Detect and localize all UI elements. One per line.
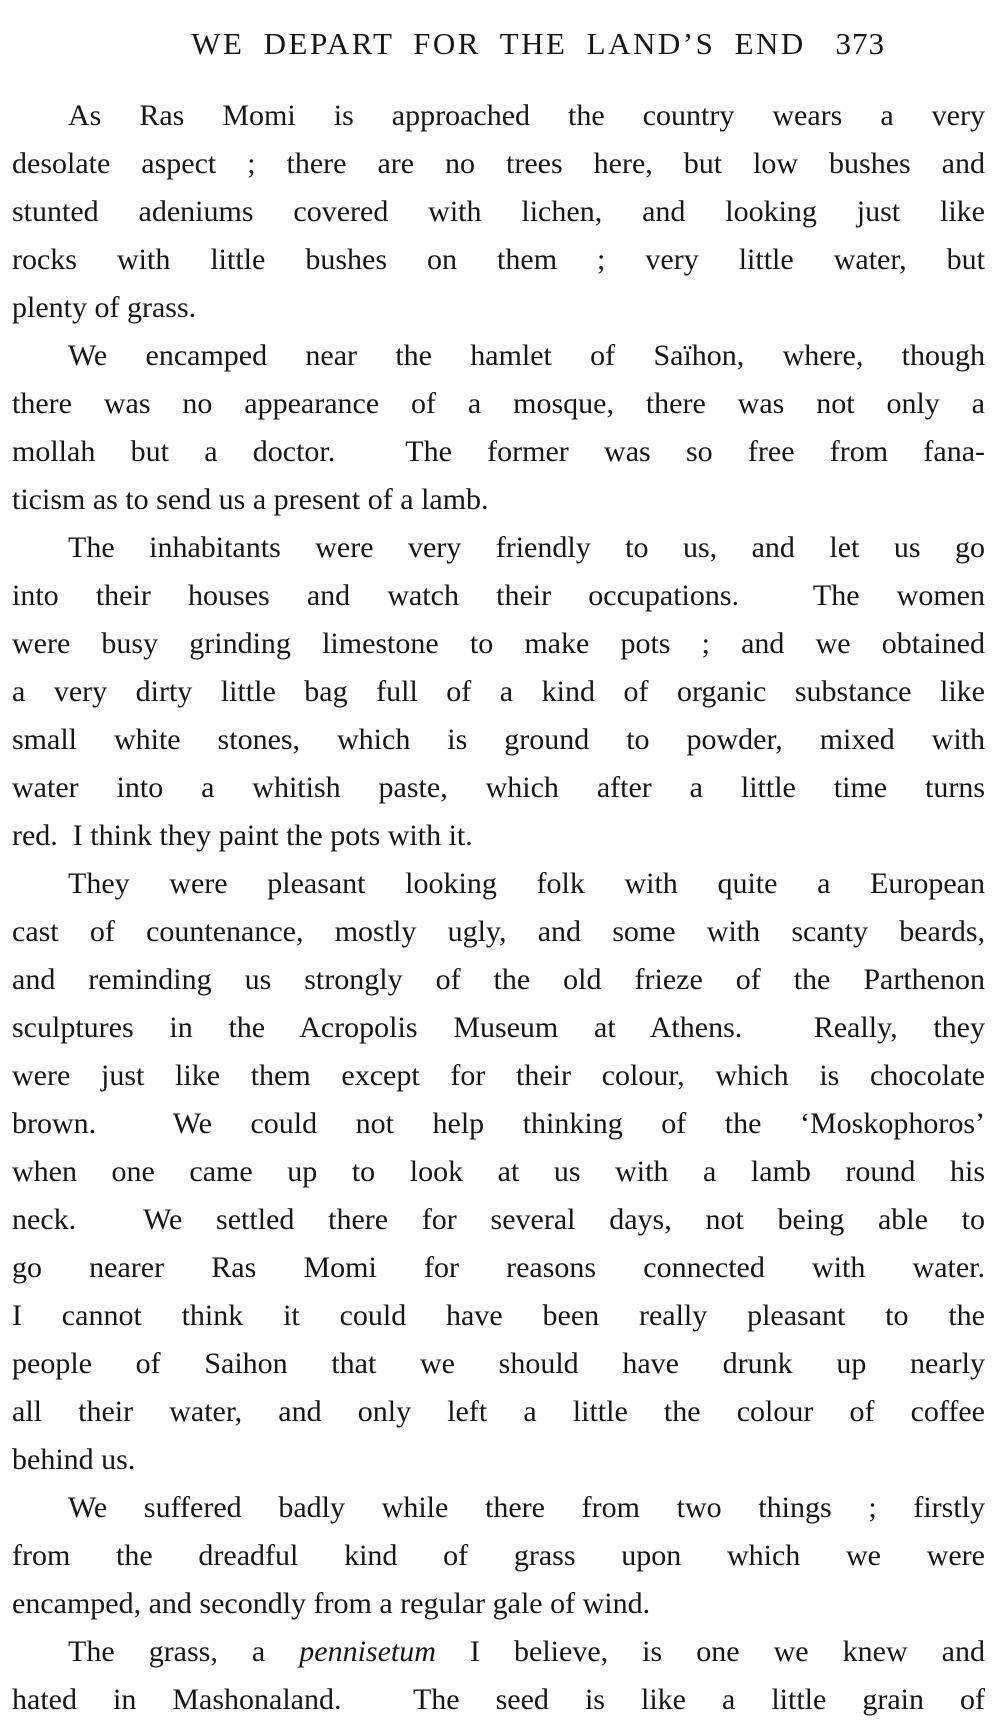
page-header <box>12 24 985 64</box>
text-line: stunted adeniums covered with lichen, and looking just like <box>12 195 985 228</box>
paragraph <box>12 1628 985 1724</box>
text-line: behind us. <box>12 1443 136 1476</box>
text-line <box>12 1628 985 1676</box>
text-line: brown. We could not help thinking of the ‘Moskophoros’ <box>12 1107 985 1140</box>
text-line: mollah but a doctor. The former was so free from fana- <box>12 435 985 468</box>
paragraph <box>12 332 985 524</box>
page-body <box>12 92 985 1724</box>
text-line: go nearer Ras Momi for reasons connected with water. <box>12 1251 985 1284</box>
paragraph <box>12 524 985 860</box>
text-line: The inhabitants were very friendly to us, and let us go <box>68 531 985 564</box>
text-line: when one came up to look at us with a lamb round his <box>12 1155 985 1188</box>
text-line: neck. We settled there for several days, not being able to <box>12 1203 985 1236</box>
text-line: They were pleasant looking folk with quite a European <box>68 867 985 900</box>
text-line: encamped, and secondly from a regular gale of wind. <box>12 1587 651 1620</box>
text-line: from the dreadful kind of grass upon which we were <box>12 1539 985 1572</box>
text-line: people of Saihon that we should have drunk up nearly <box>12 1347 985 1380</box>
text-line: small white stones, which is ground to powder, mixed with <box>12 723 985 756</box>
paragraph <box>12 1484 985 1628</box>
text-line: cast of countenance, mostly ugly, and some with scanty beards, <box>12 915 985 948</box>
text-line: there was no appearance of a mosque, there was not only a <box>12 387 985 420</box>
text-line: a very dirty little bag full of a kind of organic substance like <box>12 675 985 708</box>
text-line: and reminding us strongly of the old frieze of the Parthenon <box>12 963 985 996</box>
text-line: rocks with little bushes on them ; very little water, but <box>12 243 985 276</box>
text-line: water into a whitish paste, which after a little time turns <box>12 771 985 804</box>
species-name-italic: pennisetum <box>299 1635 436 1668</box>
text-line: all their water, and only left a little the colour of coffee <box>12 1395 985 1428</box>
running-title: WE DEPART FOR THE LAND’S END <box>191 26 806 61</box>
text-line: were just like them except for their colour, which is chocolate <box>12 1059 985 1092</box>
paragraph <box>12 860 985 1484</box>
text-line: As Ras Momi is approached the country wears a very <box>68 99 985 132</box>
text-line: plenty of grass. <box>12 291 197 324</box>
text-line: into their houses and watch their occupations. The women <box>12 579 985 612</box>
text-line: We encamped near the hamlet of Saïhon, where, though <box>68 339 985 372</box>
text-line: red. I think they paint the pots with it. <box>12 819 473 852</box>
text-line: We suffered badly while there from two things ; firstly <box>68 1491 985 1524</box>
text-line: ticism as to send us a present of a lamb. <box>12 483 489 516</box>
text-line: desolate aspect ; there are no trees here, but low bushes and <box>12 147 985 180</box>
text-segment: I believe, is one we knew and <box>435 1635 985 1668</box>
text-segment: The grass, a <box>68 1635 300 1668</box>
paragraph <box>12 92 985 332</box>
text-line: hated in Mashonaland. The seed is like a little grain of <box>12 1683 985 1716</box>
text-line: sculptures in the Acropolis Museum at Athens. Really, they <box>12 1011 985 1044</box>
text-line: were busy grinding limestone to make pots ; and we obtained <box>12 627 985 660</box>
page-number: 373 <box>835 26 885 61</box>
text-line: I cannot think it could have been really pleasant to the <box>12 1299 985 1332</box>
